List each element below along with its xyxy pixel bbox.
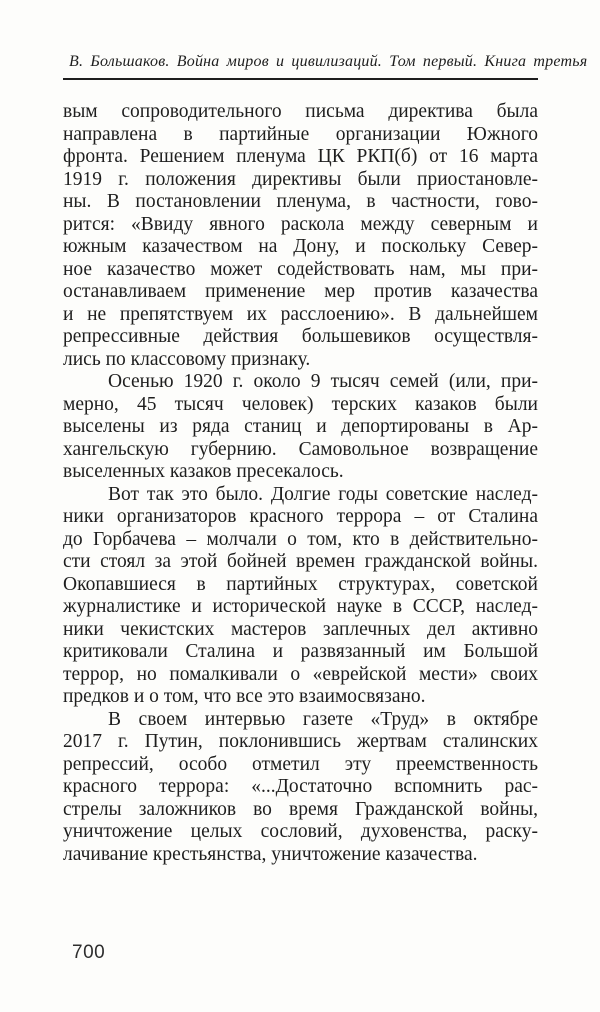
text-line: фронта. Решением пленума ЦК РКП(б) от 16 марта	[63, 146, 538, 167]
page-text	[63, 101, 538, 866]
text-line: до Горбачева – молчали о том, кто в действительно-	[63, 528, 538, 550]
text-line: уничтожение целых сословий, духовенства, раску-	[63, 821, 538, 842]
text-line: предков и о том, что все это взаимосвязано.	[63, 686, 426, 707]
text-line: выселенных казаков пресекалось.	[63, 461, 344, 482]
text-line: останавливаем применение мер против казачества	[63, 281, 538, 302]
text-line: сти стоял за этой бойней времен гражданской войны.	[63, 551, 538, 572]
text-line: рится: «Ввиду явного раскола между северным и	[63, 213, 538, 235]
running-header: В. Большаков. Война миров и цивилизаций. Том первый. Книга третья	[69, 53, 588, 70]
text-line: репрессивные действия большевиков осуществля-	[63, 326, 538, 347]
text-line: стрелы заложников во время Гражданской войны,	[63, 798, 538, 820]
text-line: журналистике и исторической науке в СССР, наслед-	[63, 596, 538, 617]
text-line: хангельскую губернию. Самовольное возвращение	[63, 438, 538, 460]
text-line: южным казачеством на Дону, и поскольку Север-	[63, 236, 538, 257]
text-line: репрессий, особо отметил эту преемственность	[63, 753, 538, 775]
text-line: ники чекистских мастеров заплечных дел активно	[63, 618, 538, 640]
book-page	[0, 52, 600, 1012]
text-line: лачивание крестьянства, уничтожение казачества.	[63, 843, 478, 865]
text-line: 2017 г. Путин, поклонившись жертвам сталинских	[63, 731, 538, 752]
running-header-block	[63, 52, 588, 80]
text-line: террор, но помалкивали о «еврейской мести» своих	[63, 663, 538, 685]
text-line: вым сопроводительного письма директива была	[63, 101, 538, 122]
text-line: направлена в партийные организации Южного	[63, 123, 538, 145]
text-line: Вот так это было. Долгие годы советские наслед-	[108, 483, 538, 505]
text-line: лись по классовому признаку.	[63, 348, 311, 370]
text-line: критиковали Сталина и развязанный им Большой	[63, 641, 538, 662]
page-number: 700	[72, 942, 106, 963]
text-line: и не препятствуем их расслоению». В дальнейшем	[63, 303, 538, 325]
text-line: ны. В постановлении пленума, в частности, гово-	[63, 191, 538, 212]
text-line: мерно, 45 тысяч человек) терских казаков были	[63, 393, 538, 415]
text-line: Окопавшиеся в партийных структурах, советской	[63, 573, 538, 595]
text-line: Осенью 1920 г. около 9 тысяч семей (или, при-	[108, 371, 538, 392]
text-line: В своем интервью газете «Труд» в октябре	[108, 708, 538, 730]
text-line: ники организаторов красного террора – от Сталина	[63, 506, 538, 527]
text-line: красного террора: «...Достаточно вспомнить рас-	[63, 776, 538, 797]
text-line: ное казачество может содействовать нам, мы при-	[63, 258, 538, 280]
text-line: выселены из ряда станиц и депортированы в Ар-	[63, 416, 538, 437]
text-line: 1919 г. положения директивы были приостановле-	[63, 168, 538, 190]
